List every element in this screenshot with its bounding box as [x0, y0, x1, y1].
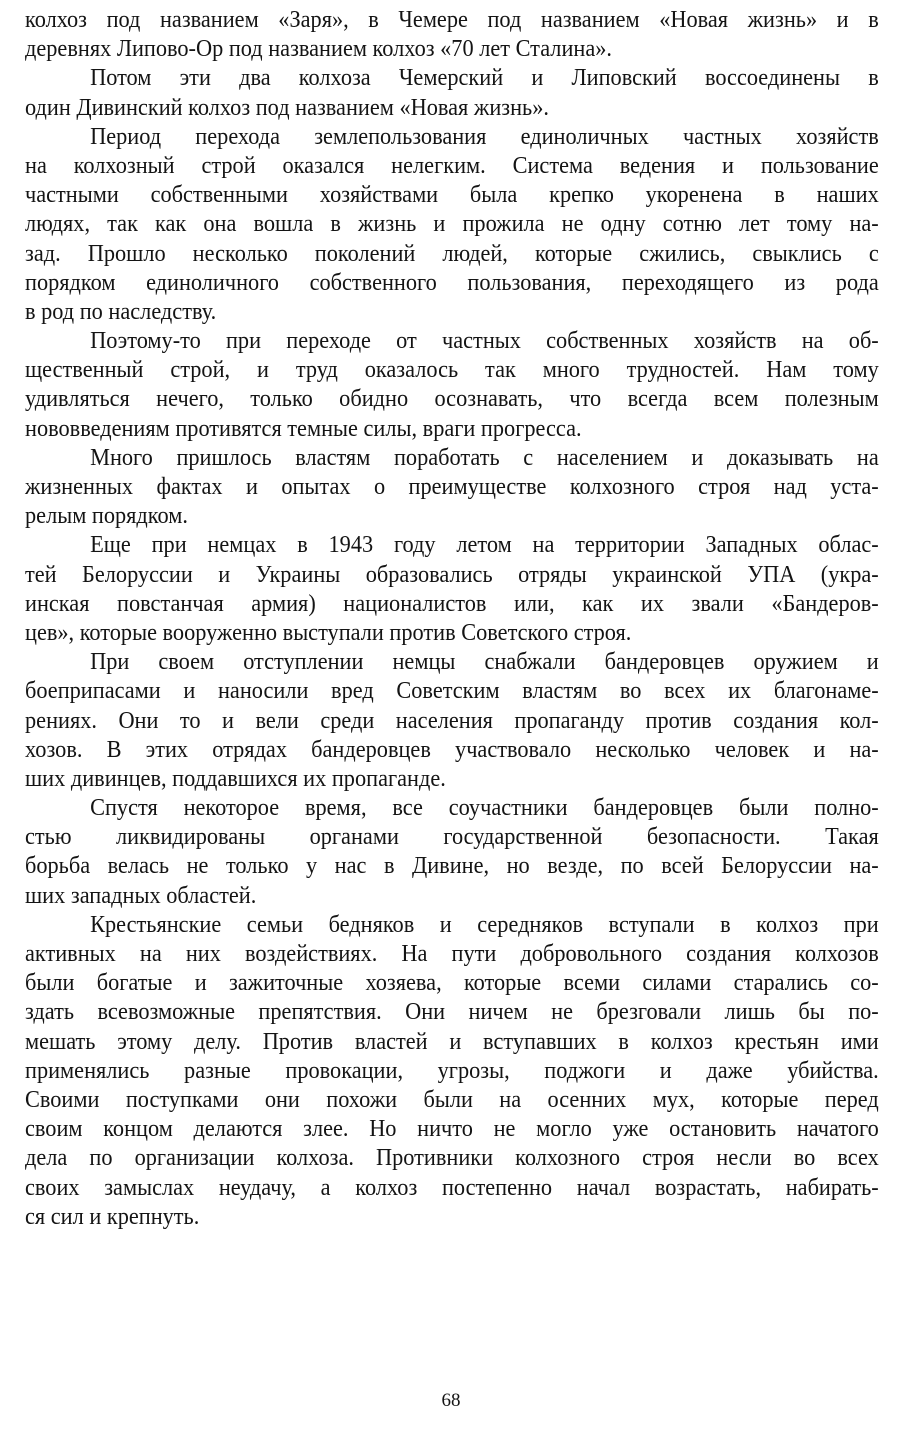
text-line: людях, так как она вошла в жизнь и прожила не одну сотню лет тому на-: [25, 211, 879, 238]
text-line: ся сил и крепнуть.: [25, 1203, 200, 1230]
text-line: применялись разные провокации, угрозы, поджоги и даже убийства.: [25, 1057, 879, 1084]
text-line: инская повстанчая армия) националистов или, как их звали «Бандеров-: [25, 590, 879, 617]
text-line: деревнях Липово-Ор под названием колхоз «70 лет Сталина».: [25, 36, 612, 63]
text-line: релым порядком.: [25, 503, 188, 530]
text-line: порядком единоличного собственного пользования, переходящего из рода: [25, 269, 879, 296]
text-line: зад. Прошло несколько поколений людей, которые сжились, свыклись с: [25, 240, 879, 267]
text-line: колхоз под названием «Заря», в Чемере под названием «Новая жизнь» и в: [25, 7, 879, 33]
paragraph: [25, 444, 879, 532]
text-line: тей Белоруссии и Украины образовались отряды украинской УПА (укра-: [25, 561, 879, 588]
text-line: стью ликвидированы органами государственной безопасности. Такая: [25, 824, 879, 851]
text-line: рениях. Они то и вели среди населения пропаганду против создания кол-: [25, 707, 879, 734]
text-line: частными собственными хозяйствами была крепко укоренена в наших: [25, 182, 879, 209]
body-text: [25, 6, 879, 1232]
text-line: боеприпасами и наносили вред Советским властям во всех их благонаме-: [25, 678, 879, 705]
text-line: Период перехода землепользования единоличных частных хозяйств: [90, 123, 879, 150]
text-line: своих замыслах неудачу, а колхоз постепенно начал возрастать, набирать-: [25, 1174, 879, 1201]
text-line: один Дивинский колхоз под названием «Новая жизнь».: [25, 94, 549, 121]
text-line: Потом эти два колхоза Чемерский и Липовский воссоединены в: [90, 65, 879, 92]
text-line: хозов. В этих отрядах бандеровцев участвовало несколько человек и на-: [25, 736, 879, 763]
text-line: были богатые и зажиточные хозяева, которые всеми силами старались со-: [25, 970, 879, 997]
text-line: Поэтому-то при переходе от частных собственных хозяйств на об-: [90, 328, 879, 355]
paragraph: [25, 327, 879, 444]
text-line: удивляться нечего, только обидно осознавать, что всегда всем полезным: [25, 386, 879, 413]
text-line: дела по организации колхоза. Противники колхозного строя несли во всех: [25, 1145, 879, 1172]
text-line: Спустя некоторое время, все соучастники бандеровцев были полно-: [90, 795, 879, 822]
text-line: жизненных фактах и опытах о преимуществе колхозного строя над уста-: [25, 474, 879, 500]
paragraph: [25, 794, 879, 911]
text-line: При своем отступлении немцы снабжали бандеровцев оружием и: [90, 649, 879, 676]
text-line: Крестьянские семьи бедняков и середняков вступали в колхоз при: [90, 911, 879, 938]
text-line: ших дивинцев, поддавшихся их пропаганде.: [25, 765, 446, 792]
paragraph: [25, 64, 879, 122]
text-line: Своими поступками они похожи были на осенних мух, которые перед: [25, 1086, 879, 1113]
text-line: Много пришлось властям поработать с населением и доказывать на: [90, 444, 879, 471]
text-line: цев», которые вооруженно выступали против Советского строя.: [25, 619, 632, 646]
paragraph: [25, 648, 879, 794]
text-line: здать всевозможные препятствия. Они ничем не брезговали лишь бы по-: [25, 999, 879, 1026]
text-line: ших западных областей.: [25, 882, 257, 909]
text-line: Еще при немцах в 1943 году летом на территории Западных облас-: [90, 532, 879, 559]
text-line: щественный строй, и труд оказалось так много трудностей. Нам тому: [25, 357, 879, 384]
text-line: в род по наследству.: [25, 298, 217, 325]
page-number: 68: [441, 1390, 461, 1411]
document-page: [25, 6, 879, 1232]
paragraph: [25, 531, 879, 648]
text-line: активных на них воздействиях. На пути добровольного создания колхозов: [25, 941, 879, 967]
paragraph: [25, 123, 879, 327]
text-line: своим концом делаются злее. Но ничто не могло уже остановить начатого: [25, 1116, 879, 1143]
text-line: на колхозный строй оказался нелегким. Система ведения и пользование: [25, 152, 879, 179]
paragraph: [25, 6, 879, 64]
text-line: мешать этому делу. Против властей и вступавших в колхоз крестьян ими: [25, 1028, 879, 1055]
text-line: нововведениям противятся темные силы, враги прогресса.: [25, 415, 582, 442]
text-line: борьба велась не только у нас в Дивине, но везде, по всей Белоруссии на-: [25, 853, 879, 880]
paragraph: [25, 911, 879, 1232]
